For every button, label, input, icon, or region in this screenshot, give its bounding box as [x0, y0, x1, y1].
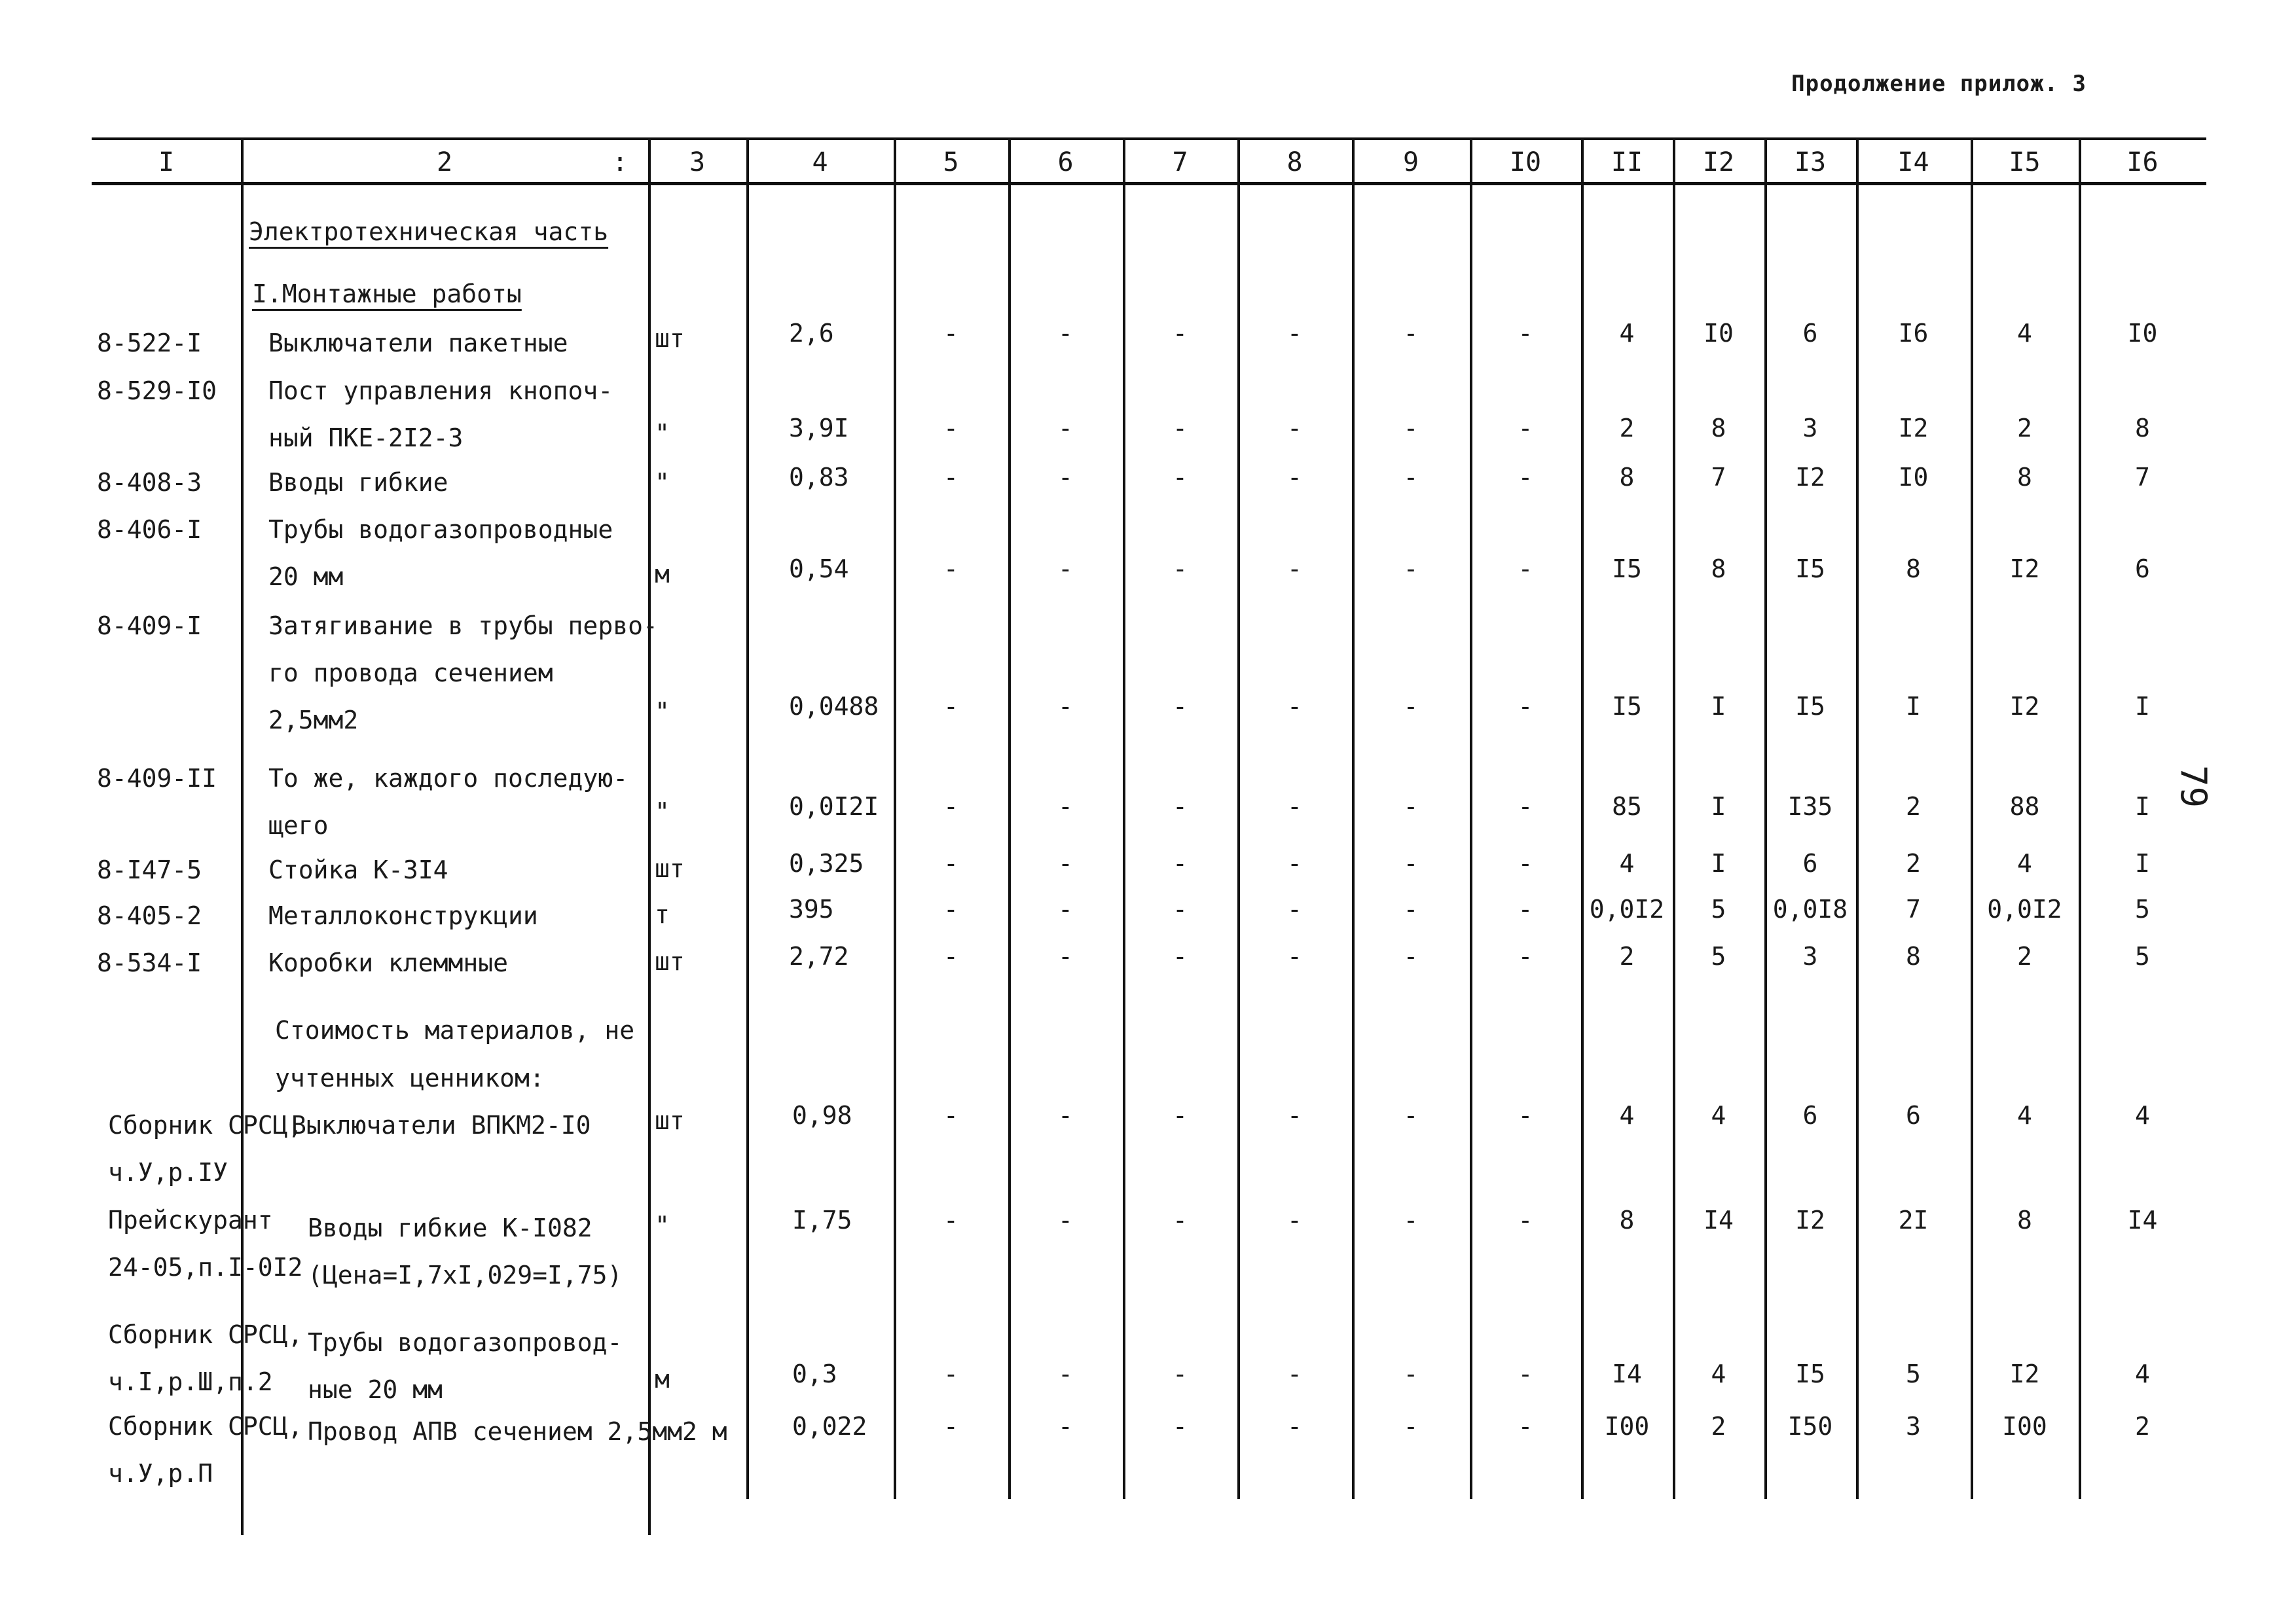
row-code: 8-529-I0 — [97, 376, 217, 405]
section-title: Электротехническая часть — [249, 217, 609, 246]
row-code: 8-522-I — [97, 329, 202, 357]
row-dash: - — [1287, 463, 1302, 492]
row-name: То же, каждого последую- — [268, 764, 629, 793]
material-cell-c15: 4 — [2017, 1101, 2032, 1130]
material-cell-c15: 8 — [2017, 1206, 2032, 1235]
material-cell-c16: 4 — [2135, 1360, 2150, 1388]
column-header: I5 — [2009, 147, 2041, 177]
material-cell-c15: I00 — [2002, 1412, 2047, 1441]
row-dash: - — [1173, 849, 1188, 878]
row-cell-c12: 5 — [1711, 942, 1726, 971]
column-header: 4 — [812, 147, 828, 177]
row-dash: - — [1058, 554, 1073, 583]
material-cell-c14: 2I — [1898, 1206, 1929, 1235]
row-cell-c11: I5 — [1612, 554, 1642, 583]
row-dash: - — [1518, 895, 1533, 924]
row-cell-c13: I5 — [1795, 554, 1825, 583]
material-code: ч.I,р.Ш,п.2 — [108, 1367, 273, 1396]
row-dash: - — [1403, 319, 1419, 348]
row-dash: - — [1173, 414, 1188, 442]
row-cell-c13: 3 — [1802, 414, 1818, 442]
material-cell-c12: 4 — [1711, 1101, 1726, 1130]
row-cell-c13: 6 — [1802, 319, 1818, 348]
material-cell-c16: 2 — [2135, 1412, 2150, 1441]
row-cell-c11: 0,0I2 — [1589, 895, 1665, 924]
row-cell-c15: 2 — [2017, 942, 2032, 971]
row-dash: - — [943, 554, 958, 583]
row-dash: - — [1403, 895, 1419, 924]
row-value: 395 — [789, 895, 834, 924]
row-dash: - — [1173, 942, 1188, 971]
material-dash: - — [1173, 1360, 1188, 1388]
material-dash: - — [1403, 1412, 1419, 1441]
row-cell-c15: 4 — [2017, 319, 2032, 348]
row-cell-c13: 3 — [1802, 942, 1818, 971]
row-cell-c11: 2 — [1619, 942, 1635, 971]
material-code: ч.У,р.П — [108, 1459, 213, 1488]
material-dash: - — [1173, 1412, 1188, 1441]
row-unit: шт — [655, 854, 685, 883]
row-dash: - — [1287, 895, 1302, 924]
column-header: 5 — [943, 147, 959, 177]
row-cell-c14: I0 — [1898, 463, 1929, 492]
row-dash: - — [1518, 942, 1533, 971]
material-cell-c14: 3 — [1906, 1412, 1921, 1441]
row-dash: - — [1058, 792, 1073, 821]
column-rule — [2079, 137, 2081, 1499]
subsection-title: I.Монтажные работы — [252, 280, 522, 308]
row-cell-c16: 6 — [2135, 554, 2150, 583]
material-cell-c12: 2 — [1711, 1412, 1726, 1441]
column-rule — [746, 137, 749, 1499]
material-cell-c12: I4 — [1704, 1206, 1734, 1235]
row-cell-c15: 0,0I2 — [1987, 895, 2062, 924]
material-code: 24-05,п.I-0I2 — [108, 1253, 303, 1282]
material-dash: - — [943, 1101, 958, 1130]
row-dash: - — [1058, 942, 1073, 971]
material-cell-c11: I00 — [1604, 1412, 1650, 1441]
row-cell-c16: 5 — [2135, 942, 2150, 971]
table-top-rule — [92, 137, 2206, 140]
material-unit: м — [655, 1365, 670, 1394]
material-value: 0,3 — [792, 1360, 837, 1388]
row-cell-c13: I5 — [1795, 692, 1825, 721]
material-dash: - — [1058, 1360, 1073, 1388]
material-cell-c14: 5 — [1906, 1360, 1921, 1388]
row-cell-c11: 8 — [1619, 463, 1635, 492]
row-dash: - — [1173, 895, 1188, 924]
row-dash: - — [943, 895, 958, 924]
row-dash: - — [1518, 414, 1533, 442]
material-dash: - — [1173, 1101, 1188, 1130]
column-header: I0 — [1509, 147, 1542, 177]
row-value: 0,0I2I — [789, 792, 879, 821]
row-dash: - — [943, 692, 958, 721]
material-cell-c13: I2 — [1795, 1206, 1825, 1235]
row-cell-c12: I0 — [1704, 319, 1734, 348]
row-cell-c11: 85 — [1612, 792, 1642, 821]
row-cell-c12: I — [1711, 849, 1726, 878]
materials-title-1: Стоимость материалов, не — [275, 1016, 635, 1045]
material-name: Вводы гибкие К-I082 — [308, 1214, 592, 1242]
row-name: Металлоконструкции — [268, 901, 538, 930]
row-dash: - — [1173, 692, 1188, 721]
row-cell-c13: 6 — [1802, 849, 1818, 878]
row-name: Стойка К-3I4 — [268, 856, 448, 884]
column-rule — [1008, 137, 1011, 1499]
row-value: 0,0488 — [789, 692, 879, 721]
column-header: 3 — [689, 147, 706, 177]
row-dash: - — [1518, 849, 1533, 878]
column-rule — [1470, 137, 1472, 1499]
column-rule — [1352, 137, 1355, 1499]
material-cell-c12: 4 — [1711, 1360, 1726, 1388]
row-cell-c15: 2 — [2017, 414, 2032, 442]
row-dash: - — [943, 849, 958, 878]
material-dash: - — [1058, 1206, 1073, 1235]
row-unit: т — [655, 900, 670, 929]
row-cell-c12: 8 — [1711, 414, 1726, 442]
material-code: Сборник СРСЦ, — [108, 1111, 303, 1140]
material-unit: " — [655, 1211, 670, 1240]
material-cell-c16: 4 — [2135, 1101, 2150, 1130]
column-header: 7 — [1172, 147, 1188, 177]
row-dash: - — [943, 463, 958, 492]
row-name: щего — [268, 811, 329, 840]
row-name: 2,5мм2 — [268, 706, 359, 734]
row-cell-c12: 5 — [1711, 895, 1726, 924]
row-cell-c16: I — [2135, 692, 2150, 721]
material-dash: - — [1287, 1360, 1302, 1388]
material-cell-c15: I2 — [2009, 1360, 2040, 1388]
material-dash: - — [1058, 1412, 1073, 1441]
row-code: 8-405-2 — [97, 901, 202, 930]
row-dash: - — [1058, 692, 1073, 721]
row-dash: - — [1058, 463, 1073, 492]
row-dash: - — [1287, 942, 1302, 971]
row-name: Трубы водогазопроводные — [268, 515, 613, 544]
row-cell-c15: 8 — [2017, 463, 2032, 492]
material-cell-c13: I50 — [1787, 1412, 1833, 1441]
row-name: ный ПКЕ-2I2-3 — [268, 424, 464, 452]
header-bottom-rule — [92, 182, 2206, 185]
material-cell-c11: I4 — [1612, 1360, 1642, 1388]
row-dash: - — [1287, 849, 1302, 878]
row-dash: - — [1518, 692, 1533, 721]
row-dash: - — [1518, 463, 1533, 492]
column-header: 6 — [1057, 147, 1074, 177]
material-value: 0,022 — [792, 1412, 867, 1441]
row-dash: - — [1058, 895, 1073, 924]
column-header: 9 — [1402, 147, 1419, 177]
row-code: 8-408-3 — [97, 468, 202, 497]
row-dash: - — [1287, 692, 1302, 721]
row-code: 8-409-I — [97, 611, 202, 640]
row-cell-c16: 8 — [2135, 414, 2150, 442]
row-value: 2,72 — [789, 942, 849, 971]
material-dash: - — [1403, 1360, 1419, 1388]
row-name: Коробки клеммные — [268, 948, 509, 977]
column-header: 2 — [436, 147, 453, 177]
row-cell-c16: I0 — [2127, 319, 2158, 348]
row-cell-c13: I2 — [1795, 463, 1825, 492]
material-dash: - — [1287, 1206, 1302, 1235]
material-cell-c11: 4 — [1619, 1101, 1635, 1130]
material-name: Выключатели ВПКМ2-I0 — [291, 1111, 591, 1140]
material-dash: - — [943, 1360, 958, 1388]
row-value: 0,325 — [789, 849, 864, 878]
material-code: ч.У,р.IУ — [108, 1158, 228, 1187]
row-dash: - — [1403, 849, 1419, 878]
row-cell-c11: 4 — [1619, 849, 1635, 878]
row-dash: - — [943, 319, 958, 348]
material-dash: - — [1518, 1412, 1533, 1441]
page-number: 79 — [2173, 765, 2215, 808]
material-dash: - — [1518, 1101, 1533, 1130]
row-cell-c14: I2 — [1898, 414, 1929, 442]
row-cell-c14: 8 — [1906, 942, 1921, 971]
material-dash: - — [1403, 1101, 1419, 1130]
row-value: 0,54 — [789, 554, 849, 583]
row-cell-c14: I — [1906, 692, 1921, 721]
column-header: II — [1611, 147, 1643, 177]
row-cell-c12: I — [1711, 692, 1726, 721]
row-dash: - — [1403, 792, 1419, 821]
column-rule — [894, 137, 896, 1499]
row-dash: - — [1403, 554, 1419, 583]
material-name: Трубы водогазопровод- — [308, 1328, 623, 1357]
row-cell-c11: I5 — [1612, 692, 1642, 721]
column-rule — [648, 137, 651, 1535]
material-unit: шт — [655, 1106, 685, 1135]
material-cell-c13: 6 — [1802, 1101, 1818, 1130]
row-dash: - — [1058, 849, 1073, 878]
material-name: ные 20 мм — [308, 1375, 443, 1404]
row-name: Затягивание в трубы перво- — [268, 611, 658, 640]
row-cell-c12: 7 — [1711, 463, 1726, 492]
row-unit: " — [655, 797, 670, 826]
row-unit: м — [655, 560, 670, 588]
material-dash: - — [1058, 1101, 1073, 1130]
row-dash: - — [1287, 414, 1302, 442]
material-dash: - — [1518, 1360, 1533, 1388]
row-cell-c11: 2 — [1619, 414, 1635, 442]
row-value: 3,9I — [789, 414, 849, 442]
material-cell-c13: I5 — [1795, 1360, 1825, 1388]
row-cell-c14: 2 — [1906, 849, 1921, 878]
row-cell-c14: 2 — [1906, 792, 1921, 821]
row-cell-c13: I35 — [1787, 792, 1833, 821]
material-cell-c14: 6 — [1906, 1101, 1921, 1130]
row-unit: " — [655, 697, 670, 726]
row-dash: - — [1287, 554, 1302, 583]
row-unit: шт — [655, 947, 685, 976]
row-code: 8-534-I — [97, 948, 202, 977]
row-cell-c15: 4 — [2017, 849, 2032, 878]
row-dash: - — [1173, 463, 1188, 492]
material-name: Провод АПВ сечением 2,5мм2 м — [308, 1417, 727, 1446]
row-dash: - — [1173, 792, 1188, 821]
row-name: Пост управления кнопоч- — [268, 376, 613, 405]
row-dash: - — [1518, 554, 1533, 583]
material-dash: - — [1173, 1206, 1188, 1235]
row-cell-c16: 7 — [2135, 463, 2150, 492]
material-dash: - — [1518, 1206, 1533, 1235]
row-unit: " — [655, 468, 670, 497]
column-rule — [1237, 137, 1240, 1499]
row-name: Выключатели пакетные — [268, 329, 568, 357]
row-dash: - — [1403, 463, 1419, 492]
column-header: I — [158, 147, 175, 177]
row-unit: шт — [655, 324, 685, 353]
material-cell-c11: 8 — [1619, 1206, 1635, 1235]
row-unit: " — [655, 419, 670, 448]
row-dash: - — [1403, 692, 1419, 721]
material-dash: - — [943, 1412, 958, 1441]
row-cell-c14: I6 — [1898, 319, 1929, 348]
row-value: 0,83 — [789, 463, 849, 492]
row-dash: - — [1403, 942, 1419, 971]
row-dash: - — [1287, 792, 1302, 821]
row-cell-c11: 4 — [1619, 319, 1635, 348]
column-header: I4 — [1897, 147, 1929, 177]
material-code: Сборник СРСЦ, — [108, 1320, 303, 1349]
row-dash: - — [1173, 319, 1188, 348]
row-dash: - — [943, 792, 958, 821]
row-dash: - — [1403, 414, 1419, 442]
material-code: Сборник СРСЦ, — [108, 1412, 303, 1441]
materials-title-2: учтенных ценником: — [275, 1064, 545, 1092]
row-cell-c15: I2 — [2009, 554, 2040, 583]
material-dash: - — [1287, 1412, 1302, 1441]
row-dash: - — [1058, 319, 1073, 348]
row-dash: - — [1518, 319, 1533, 348]
row-cell-c14: 7 — [1906, 895, 1921, 924]
material-dash: - — [943, 1206, 958, 1235]
row-code: 8-406-I — [97, 515, 202, 544]
material-cell-c16: I4 — [2127, 1206, 2158, 1235]
row-cell-c12: I — [1711, 792, 1726, 821]
row-cell-c16: I — [2135, 849, 2150, 878]
row-dash: - — [943, 414, 958, 442]
column-header: 8 — [1286, 147, 1303, 177]
page-header: Продолжение прилож. 3 — [1791, 71, 2086, 97]
column-rule — [1123, 137, 1125, 1499]
row-dash: - — [1058, 414, 1073, 442]
row-dash: - — [1518, 792, 1533, 821]
material-value: 0,98 — [792, 1101, 852, 1130]
row-dash: - — [943, 942, 958, 971]
column-header: I2 — [1702, 147, 1735, 177]
row-cell-c14: 8 — [1906, 554, 1921, 583]
row-cell-c12: 8 — [1711, 554, 1726, 583]
material-dash: - — [1403, 1206, 1419, 1235]
row-name: Вводы гибкие — [268, 468, 448, 497]
row-name: го провода сечением — [268, 659, 553, 687]
row-name: 20 мм — [268, 562, 344, 591]
row-cell-c15: 88 — [2009, 792, 2040, 821]
column-header: I6 — [2126, 147, 2159, 177]
material-name: (Цена=I,7хI,029=I,75) — [308, 1261, 623, 1290]
column-header-colon: : — [612, 147, 629, 177]
row-code: 8-I47-5 — [97, 856, 202, 884]
material-dash: - — [1287, 1101, 1302, 1130]
material-value: I,75 — [792, 1206, 852, 1235]
row-dash: - — [1287, 319, 1302, 348]
row-dash: - — [1173, 554, 1188, 583]
row-cell-c15: I2 — [2009, 692, 2040, 721]
row-cell-c16: 5 — [2135, 895, 2150, 924]
material-code: Прейскурант — [108, 1206, 273, 1235]
row-cell-c13: 0,0I8 — [1772, 895, 1848, 924]
column-header: I3 — [1794, 147, 1827, 177]
row-cell-c16: I — [2135, 792, 2150, 821]
row-value: 2,6 — [789, 319, 834, 348]
row-code: 8-409-II — [97, 764, 217, 793]
